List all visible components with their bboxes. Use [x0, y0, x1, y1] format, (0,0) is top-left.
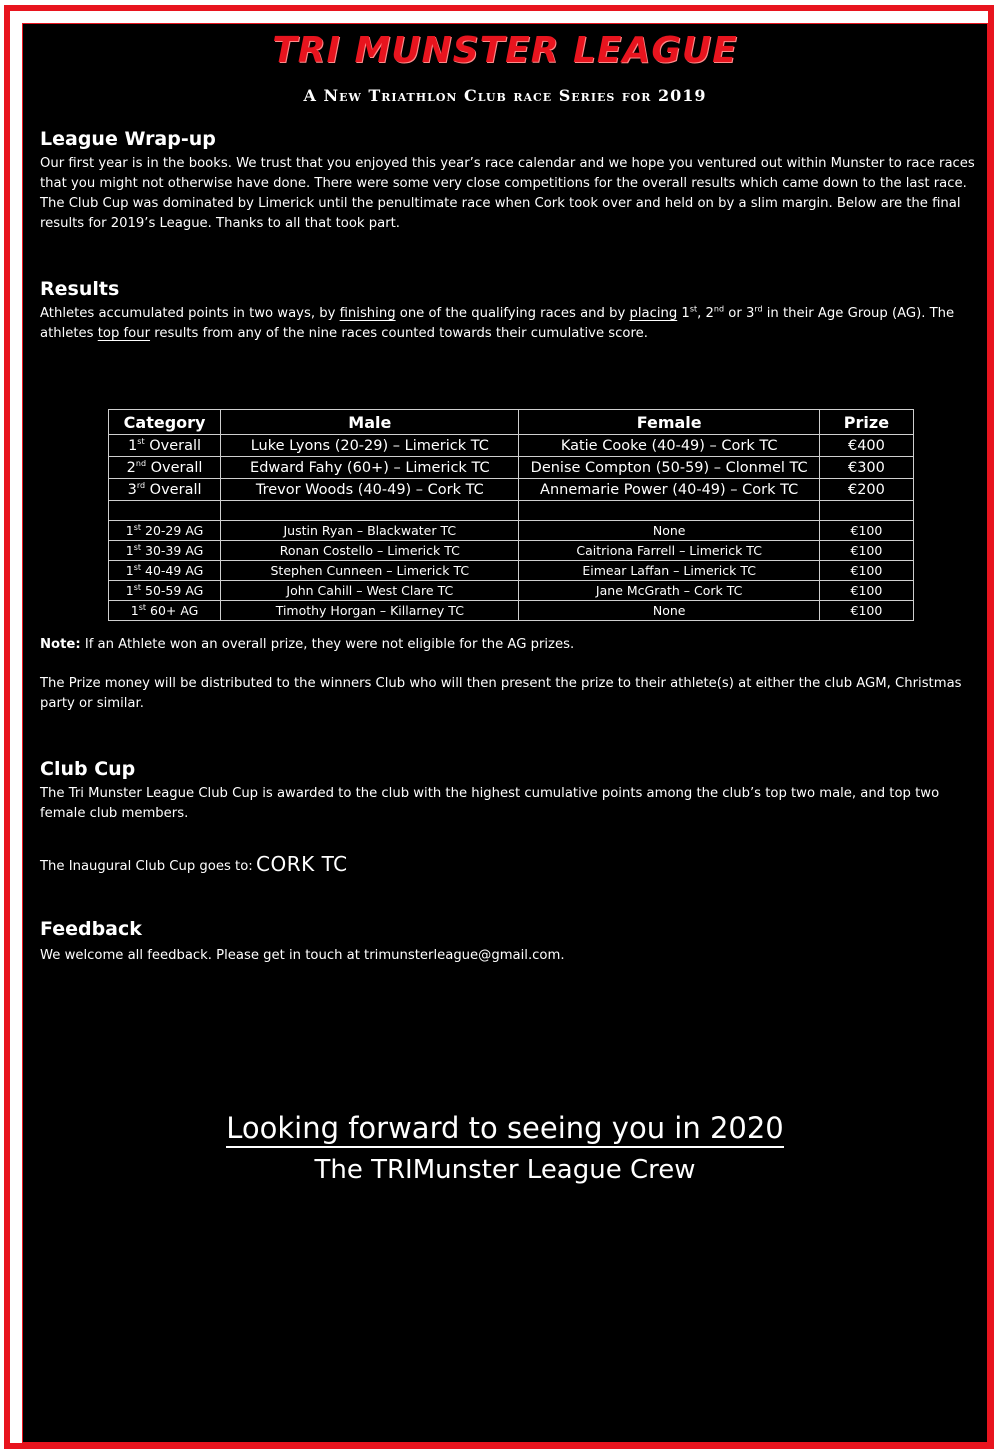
- col-header-male: Male: [221, 410, 519, 435]
- prize-cell: €100: [819, 581, 913, 601]
- prize-cell: €100: [819, 601, 913, 621]
- prize-cell: €100: [819, 521, 913, 541]
- col-header-prize: Prize: [819, 410, 913, 435]
- category-cell: 3rd Overall: [109, 479, 221, 501]
- club-cup-heading: Club Cup: [40, 758, 136, 780]
- col-header-female: Female: [519, 410, 819, 435]
- female-cell: Annemarie Power (40-49) – Cork TC: [519, 479, 819, 501]
- table-row: [109, 601, 914, 621]
- table-row: [109, 521, 914, 541]
- category-cell: 1st Overall: [109, 435, 221, 457]
- table-row: [109, 457, 914, 479]
- category-cell: 1st 50-59 AG: [109, 581, 221, 601]
- page-title: TRI MUNSTER LEAGUE: [272, 30, 738, 71]
- table-header-row: [109, 410, 914, 435]
- male-cell: Stephen Cunneen – Limerick TC: [221, 561, 519, 581]
- category-cell: 1st 30-39 AG: [109, 541, 221, 561]
- female-cell: Eimear Laffan – Limerick TC: [519, 561, 819, 581]
- page-border: [4, 5, 994, 1449]
- female-cell: Katie Cooke (40-49) – Cork TC: [519, 435, 819, 457]
- male-cell: Timothy Horgan – Killarney TC: [221, 601, 519, 621]
- category-cell: 2nd Overall: [109, 457, 221, 479]
- club-cup-winner: CORK TC: [256, 852, 348, 876]
- female-cell: Caitriona Farrell – Limerick TC: [519, 541, 819, 561]
- table-row: [109, 435, 914, 457]
- closing-line-1: Looking forward to seeing you in 2020: [23, 1111, 987, 1145]
- table-row: [109, 541, 914, 561]
- page-subtitle: A New Triathlon Club race Series for 2019: [303, 86, 707, 105]
- results-text: Athletes accumulated points in two ways, by finishing one of the qualifying races and by placing 1st, 2nd or 3rd in their Age Group (AG). The athletes top four results from any of the nine races counted towards their cumulative score.: [40, 304, 955, 341]
- results-heading: Results: [40, 278, 120, 300]
- category-cell: 1st 60+ AG: [109, 601, 221, 621]
- feedback-heading: Feedback: [40, 918, 142, 940]
- female-cell: Denise Compton (50-59) – Clonmel TC: [519, 457, 819, 479]
- note-text: Note: If an Athlete won an overall prize, they were not eligible for the AG prizes.: [40, 637, 575, 652]
- finishing-underline: finishing: [339, 306, 396, 321]
- male-cell: Justin Ryan – Blackwater TC: [221, 521, 519, 541]
- feedback-text: We welcome all feedback. Please get in touch at trimunsterleague@gmail.com.: [40, 948, 565, 963]
- prize-cell: €400: [819, 435, 913, 457]
- closing-line-2: The TRIMunster League Crew: [314, 1155, 696, 1185]
- prize-distribution-text: The Prize money will be distributed to the winners Club who will then present the prize to their athlete(s) at either the club AGM, Christmas party or similar.: [40, 676, 962, 711]
- table-row: [109, 581, 914, 601]
- results-table: [108, 409, 914, 621]
- newsletter-panel: [22, 23, 988, 1443]
- club-cup-label: The Inaugural Club Cup goes to:: [40, 859, 253, 874]
- table-row: [109, 561, 914, 581]
- female-cell: Jane McGrath – Cork TC: [519, 581, 819, 601]
- female-cell: None: [519, 521, 819, 541]
- prize-cell: €100: [819, 541, 913, 561]
- female-cell: None: [519, 601, 819, 621]
- club-cup-text: The Tri Munster League Club Cup is awarded to the club with the highest cumulative points among the club’s top two male, and top two female club members.: [40, 786, 940, 821]
- male-cell: Edward Fahy (60+) – Limerick TC: [221, 457, 519, 479]
- spacer-row: [109, 501, 914, 521]
- prize-cell: €200: [819, 479, 913, 501]
- table-row: [109, 479, 914, 501]
- prize-cell: €300: [819, 457, 913, 479]
- placing-underline: placing: [629, 306, 678, 321]
- male-cell: John Cahill – West Clare TC: [221, 581, 519, 601]
- prize-cell: €100: [819, 561, 913, 581]
- male-cell: Trevor Woods (40-49) – Cork TC: [221, 479, 519, 501]
- male-cell: Luke Lyons (20-29) – Limerick TC: [221, 435, 519, 457]
- category-cell: 1st 40-49 AG: [109, 561, 221, 581]
- category-cell: 1st 20-29 AG: [109, 521, 221, 541]
- wrapup-heading: League Wrap-up: [40, 128, 216, 150]
- col-header-category: Category: [109, 410, 221, 435]
- wrapup-text: Our first year is in the books. We trust that you enjoyed this year’s race calendar and we hope you ventured out within Munster to race races that you might not otherwise have done. There were some very close competitions for the overall results which came down to the last race. The Club Cup was dominated by Limerick until the penultimate race when Cork took over and held on by a slim margin. Below are the final results for 2019’s League. Thanks to all that took part.: [40, 156, 975, 231]
- male-cell: Ronan Costello – Limerick TC: [221, 541, 519, 561]
- top-four-underline: top four: [97, 326, 151, 341]
